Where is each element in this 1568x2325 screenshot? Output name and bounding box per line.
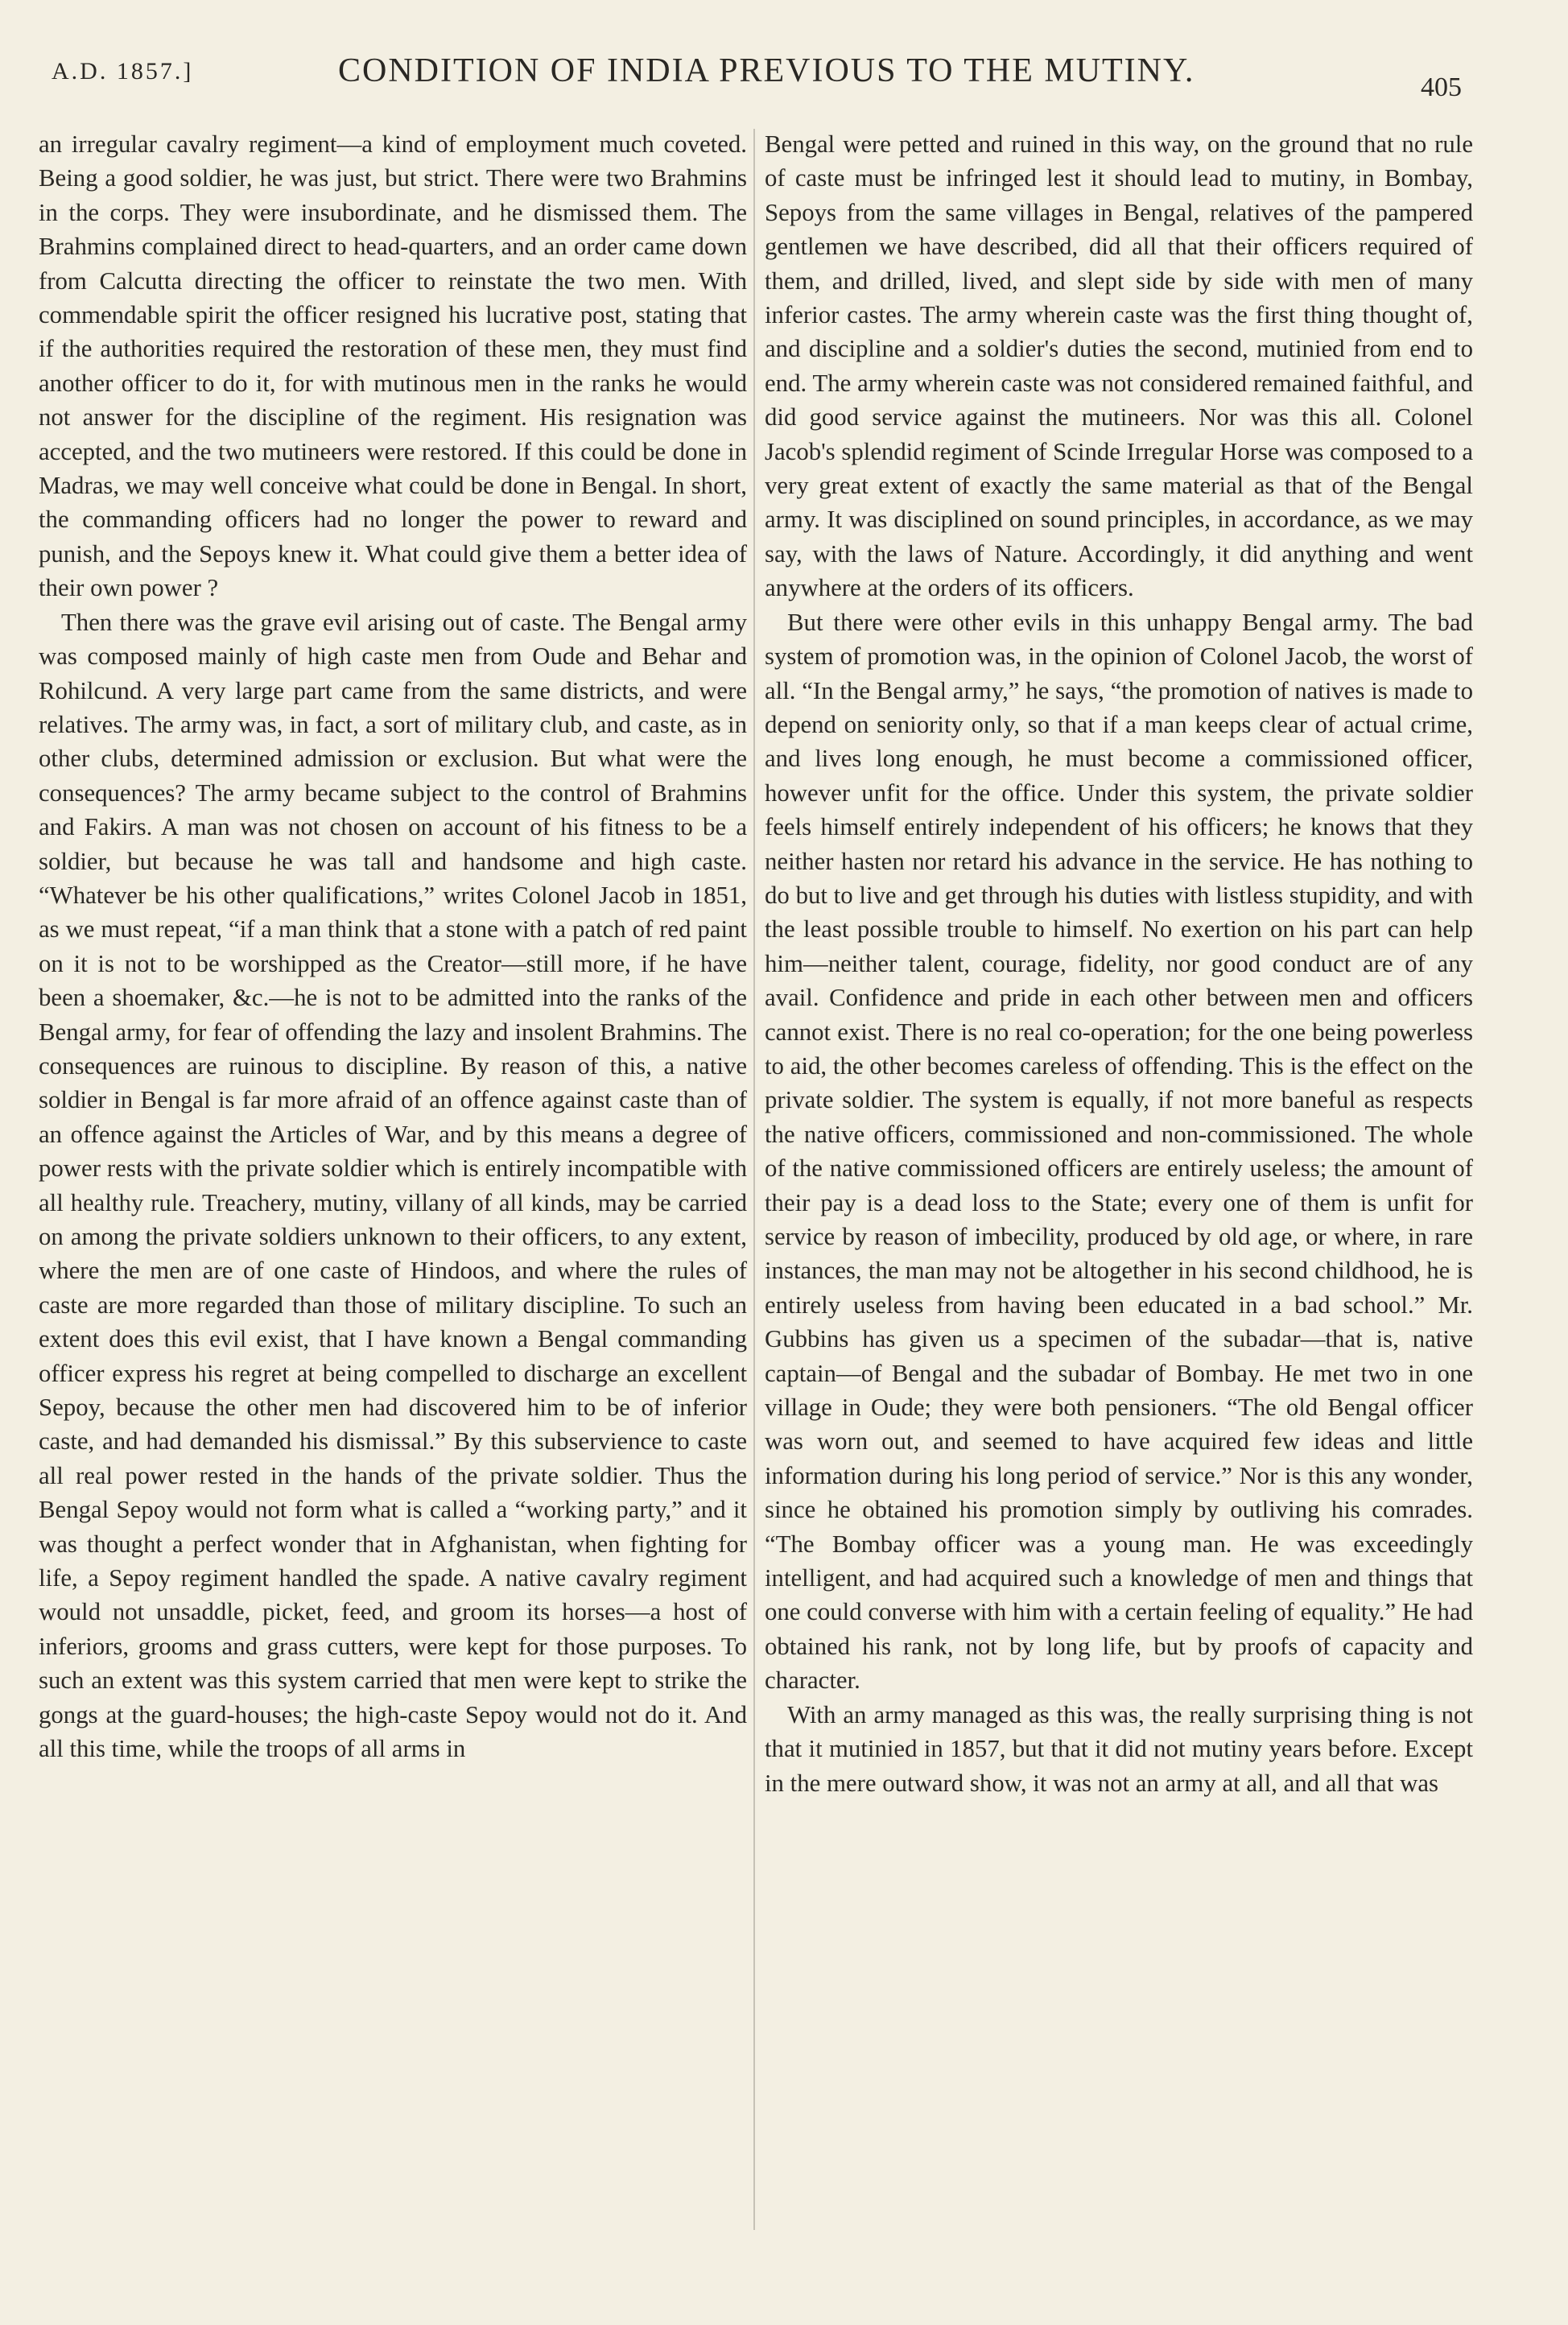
paragraph: But there were other evils in this unhappy Bengal army. The bad system of promotion was, in the opinion of Colonel Jacob, the worst of all. “In the Bengal army,” he says, “the promotion of natives is made to depend on seniority only, so that if a man keeps clear of actual crime, and lives long enough, he must become a commissioned officer, however unfit for the office. Under this system, the private soldier feels himself entirely independent of his officers; he knows that they neither hasten nor retard his advance in the service. He has nothing to do but to live and get through his duties with listless stupidity, and with the least possible trouble to himself. No exertion on his part can help him—neither talent, courage, fidelity, nor good conduct are of any avail. Confidence and pride in each other between men and officers cannot exist. There is no real co-operation; for the one being powerless to aid, the other becomes careless of offending. This is the effect on the private soldier. The system is equally, if not more baneful as respects the native officers, commissioned and non-commissioned. The whole of the native commissioned officers are entirely useless; the amount of their pay is a dead loss to the State; every one of them is unfit for service by reason of imbecility, produced by old age, or where, in rare instances, the man may not be altogether in his second childhood, he is entirely useless from having been educated in a bad school.” Mr. Gubbins has given us a specimen of the subadar—that is, native captain—of Bengal and the subadar of Bombay. He met two in one village in Oude; they were both pensioners. “The old Bengal officer was worn out, and seemed to have acquired few ideas and little information during his long period of service.” Nor is this any wonder, since he obtained his promotion simply by outliving his comrades. “The Bombay officer was a young man. He was exceedingly intelligent, and had acquired such a knowledge of men and things that one could converse with him with a certain feeling of equality.” He had obtained his rank, not by long life, but by proofs of capacity and character. (765, 608, 1473, 1695)
column-divider (753, 129, 755, 2230)
page-header (0, 0, 1568, 121)
paragraph: With an army managed as this was, the really surprising thing is not that it mutinied in 1857, but that it did not mutiny years before. Except in the mere outward show, it was not an army at all, and all that was (765, 1700, 1473, 1797)
left-column (39, 127, 747, 1766)
running-title: CONDITION OF INDIA PREVIOUS TO THE MUTINY. (338, 52, 1195, 89)
paragraph: Bengal were petted and ruined in this way, on the ground that no rule of caste must be infringed lest it should lead to mutiny, in Bombay, Sepoys from the same villages in Bengal, relatives of the pampered gentlemen we have described, did all that their officers required of them, and drilled, lived, and slept side by side with men of many inferior castes. The army wherein caste was the first thing thought of, and discipline and a soldier's duties the second, mutinied from end to end. The army wherein caste was not considered remained faithful, and did good service against the mutineers. Nor was this all. Colonel Jacob's splendid regiment of Scinde Irregular Horse was composed to a very great extent of exactly the same material as that of the Bengal army. It was disciplined on sound principles, in accordance, as we may say, with the laws of Nature. Accordingly, it did anything and went anywhere at the orders of its officers. (765, 130, 1473, 602)
page-number: 405 (1421, 72, 1462, 102)
right-column (765, 127, 1473, 1800)
header-date: A.D. 1857.] (52, 58, 194, 85)
paragraph: Then there was the grave evil arising out of caste. The Bengal army was composed mainly of high caste men from Oude and Behar and Rohilcund. A very large part came from the same districts, and were relatives. The army was, in fact, a sort of military club, and caste, as in other clubs, determined admission or exclusion. But what were the consequences? The army became subject to the control of Brahmins and Fakirs. A man was not chosen on account of his fitness to be a soldier, but because he was tall and handsome and high caste. “Whatever be his other qualifications,” writes Colonel Jacob in 1851, as we must repeat, “if a man think that a stone with a patch of red paint on it is not to be worshipped as the Creator—still more, if he have been a shoemaker, &c.—he is not to be admitted into the ranks of the Bengal army, for fear of offending the lazy and insolent Brahmins. The consequences are ruinous to discipline. By reason of this, a native soldier in Bengal is far more afraid of an offence against caste than of an offence against the Articles of War, and by this means a degree of power rests with the private soldier which is entirely incompatible with all healthy rule. Treachery, mutiny, villany of all kinds, may be carried on among the private soldiers unknown to their officers, to any extent, where the men are of one caste of Hindoos, and where the rules of caste are more regarded than those of military discipline. To such an extent does this evil exist, that I have known a Bengal commanding officer express his regret at being compelled to discharge an excellent Sepoy, because the other men had discovered him to be of inferior caste, and had demanded his dismissal.” By this subservience to caste all real power rested in the hands of the private soldier. Thus the Bengal Sepoy would not form what is called a “working party,” and it was thought a perfect wonder that in Afghanistan, when fighting for life, a Sepoy regiment handled the spade. A native cavalry regiment would not unsaddle, picket, feed, and groom its horses—a host of inferiors, grooms and grass cutters, were kept for those purposes. To such an extent was this system carried that men were kept to strike the gongs at the guard-houses; the high-caste Sepoy would not do it. And all this time, while the troops of all arms in (39, 608, 747, 1763)
paragraph: an irregular cavalry regiment—a kind of employment much coveted. Being a good soldier, he was just, but strict. There were two Brahmins in the corps. They were insubordinate, and he dismissed them. The Brahmins complained direct to head-quarters, and an order came down from Calcutta directing the officer to reinstate the two men. With commendable spirit the officer resigned his lucrative post, stating that if the authorities required the restoration of these men, they must find another officer to do it, for with mutinous men in the ranks he would not answer for the discipline of the regiment. His resignation was accepted, and the two mutineers were restored. If this could be done in Madras, we may well conceive what could be done in Bengal. In short, the commanding officers had no longer the power to reward and punish, and the Sepoys knew it. What could give them a better idea of their own power ? (39, 130, 747, 602)
